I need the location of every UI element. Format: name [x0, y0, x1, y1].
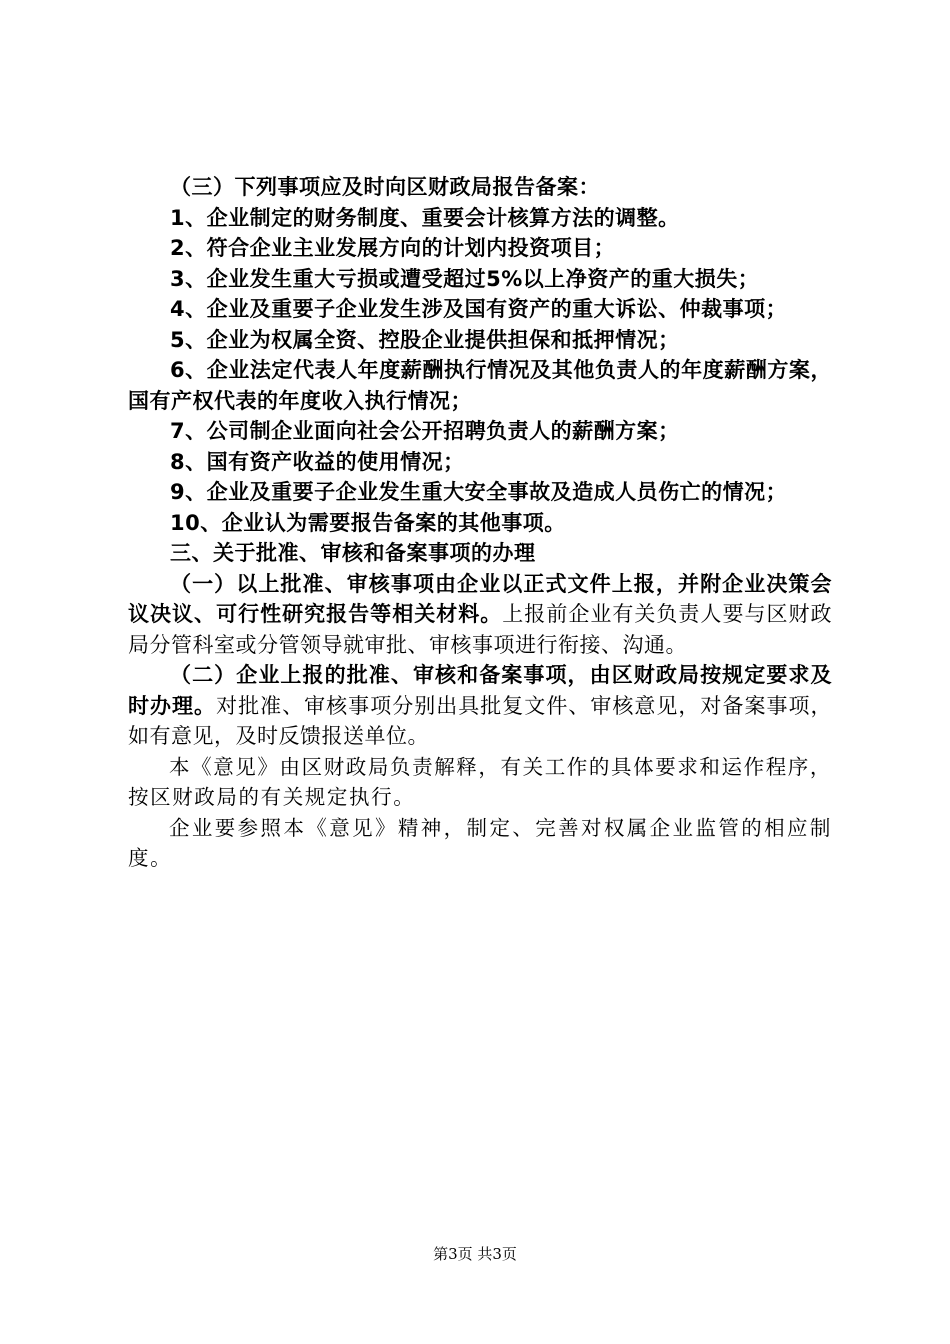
paragraph-item-8: 8、国有资产收益的使用情况； — [170, 449, 465, 474]
paragraph-item-4: 4、企业及重要子企业发生涉及国有资产的重大诉讼、仲裁事项； — [170, 297, 788, 321]
paragraph-item-9: 9、企业及重要子企业发生重大安全事故及造成人员伤亡的情况； — [170, 480, 788, 504]
paragraph-subsection-1-normal: 上报前企业有关负责人要与区财政局分管科室或分管领导就审批、审核事项进行衔接、沟通。 — [128, 602, 833, 657]
paragraph-item-7: 7、公司制企业面向社会公开招聘负责人的薪酬方案； — [170, 419, 680, 443]
paragraph-section-3-heading: （三）下列事项应及时向区财政局报告备案： — [170, 175, 600, 199]
section-heading-3: 三、关于批准、审核和备案事项的办理 — [170, 541, 536, 565]
paragraph-subsection-2-bold: （二）企业上报的批准、审核和备案事项，由区财政局按规定要求及时办理。 — [128, 663, 832, 718]
paragraph-subsection-2-normal: 对批准、审核事项分别出具批复文件、审核意见，对备案事项，如有意见，及时反馈报送单位。 — [128, 693, 833, 748]
paragraph-item-1: 1、企业制定的财务制度、重要会计核算方法的调整。 — [170, 205, 680, 230]
paragraph-closing: 企业要参照本《意见》精神，制定、完善对权属企业监管的相应制度。 — [128, 815, 832, 870]
paragraph-interpretation: 本《意见》由区财政局负责解释，有关工作的具体要求和运作程序，按区财政局的有关规定执行。 — [128, 754, 832, 809]
document-body — [128, 172, 832, 874]
page-number-footer: 第3页 共3页 — [433, 1245, 517, 1263]
paragraph-item-3: 3、企业发生重大亏损或遭受超过5%以上净资产的重大损失； — [170, 266, 760, 291]
paragraph-subsection-2 — [128, 660, 832, 752]
paragraph-item-6: 6、企业法定代表人年度薪酬执行情况及其他负责人的年度薪酬方案，国有产权代表的年度收入执行情况； — [128, 358, 832, 413]
paragraph-item-5: 5、企业为权属全资、控股企业提供担保和抵押情况； — [170, 327, 680, 352]
paragraph-subsection-1 — [128, 569, 832, 661]
paragraph-item-10: 10、企业认为需要报告备案的其他事项。 — [170, 510, 566, 535]
paragraph-item-2: 2、符合企业主业发展方向的计划内投资项目； — [170, 236, 616, 260]
paragraph-subsection-1-bold: （一）以上批准、审核事项由企业以正式文件上报，并附企业决策会议决议、可行性研究报告等相关材料。 — [128, 571, 832, 626]
